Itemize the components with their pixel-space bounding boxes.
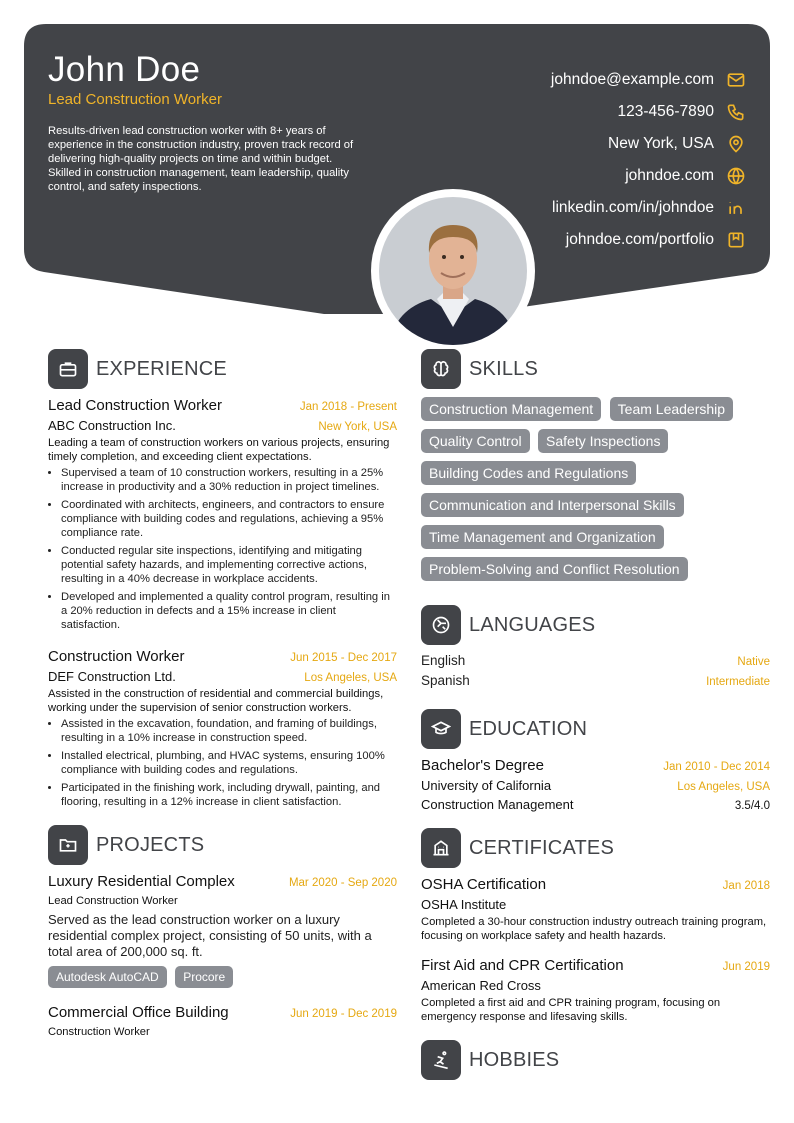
skills-list [421, 397, 751, 589]
job-company: ABC Construction Inc. [48, 418, 176, 433]
skills-heading: SKILLS [469, 357, 539, 380]
education-field: Construction Management [421, 797, 574, 812]
job-title: Lead Construction Worker [48, 397, 222, 414]
job-title: Construction Worker [48, 648, 185, 665]
certificates-heading: CERTIFICATES [469, 836, 615, 859]
education-section-header [421, 709, 770, 749]
left-column [48, 349, 397, 1039]
building-icon [421, 828, 461, 868]
language-level: Intermediate [706, 676, 770, 688]
language-name: Spanish [421, 673, 470, 688]
contact-phone[interactable] [406, 96, 746, 128]
project-date: Mar 2020 - Sep 2020 [288, 877, 397, 889]
skiing-icon [421, 1040, 461, 1080]
contact-linkedin-text[interactable]: linkedin.com/in/johndoe [552, 199, 714, 216]
certificate-description: Completed a first aid and CPR training program, focusing on emergency response and lifesaving skills. [421, 997, 721, 1023]
globe-icon [726, 166, 746, 186]
job-bullet: • Participated in the finishing work, including drywall, painting, and flooring, resulting in a 12% increase in client satisfaction. [61, 781, 397, 809]
skill-tag: Team Leadership [610, 397, 733, 421]
job-bullet: • Developed and implemented a quality control program, resulting in a 20% reduction in defects and a 15% increase in client satisfaction. [61, 590, 397, 632]
skills-section-header [421, 349, 770, 389]
skill-tag: Safety Inspections [538, 429, 668, 453]
education-date: Jan 2010 - Dec 2014 [663, 761, 770, 773]
brain-icon [421, 349, 461, 389]
job-location: New York, USA [318, 421, 397, 433]
project-description: Served as the lead construction worker on a luxury residential complex project, consisting of 50 units, with a total area of 200,000 sq. ft. [48, 912, 372, 959]
contact-phone-text[interactable]: 123-456-7890 [617, 103, 714, 120]
project-tags [48, 966, 397, 996]
project-role: Lead Construction Worker [48, 895, 178, 907]
hobbies-section-header [421, 1040, 770, 1080]
experience-heading: EXPERIENCE [96, 357, 227, 380]
bookmark-icon [726, 230, 746, 250]
contact-portfolio-text[interactable]: johndoe.com/portfolio [565, 231, 714, 248]
profile-summary: Results-driven lead construction worker with 8+ years of experience in the construction industry, proven track record of delivering high-quality projects on time and within budget. Skilled in construction management, team leadership, quality control, and safety inspections. [48, 125, 354, 193]
job-bullet: • Installed electrical, plumbing, and HVAC systems, ensuring 100% compliance with building codes and regulations. [61, 749, 397, 777]
candidate-name: John Doe [48, 50, 201, 89]
avatar [379, 197, 527, 345]
folder-icon [48, 825, 88, 865]
contact-email[interactable] [406, 64, 746, 96]
contact-website-text[interactable]: johndoe.com [625, 167, 714, 184]
profile-photo [371, 189, 535, 353]
job-description: Leading a team of construction workers on various projects, ensuring timely completion, and exceeding client expectations. [48, 437, 390, 463]
certificates-section-header [421, 828, 770, 868]
job-bullet: • Conducted regular site inspections, identifying and mitigating potential safety hazards, and implementing corrective actions, resulting in a 40% decrease in workplace accidents. [61, 544, 397, 586]
job-bullet: • Supervised a team of 10 construction workers, resulting in a 25% increase in productivity and a 30% reduction in project timelines. [61, 466, 397, 494]
certificate-description: Completed a 30-hour construction industry outreach training program, focusing on workplace safety and health hazards. [421, 916, 767, 942]
job-bullets [61, 466, 397, 632]
right-column [421, 349, 770, 1088]
skill-tag: Communication and Interpersonal Skills [421, 493, 684, 517]
contact-location [406, 128, 746, 160]
linkedin-icon [726, 198, 746, 218]
languages-section-header [421, 605, 770, 645]
education-heading: EDUCATION [469, 717, 588, 740]
project-tag: Procore [175, 966, 233, 988]
graduation-cap-icon [421, 709, 461, 749]
certificate-title: OSHA Certification [421, 876, 547, 893]
language-row [421, 673, 770, 693]
job-company: DEF Construction Ltd. [48, 669, 176, 684]
certificate-issuer: American Red Cross [421, 978, 541, 993]
briefcase-icon [48, 349, 88, 389]
language-level: Native [737, 656, 770, 668]
job-bullets [61, 717, 397, 809]
job-entry [48, 648, 397, 809]
job-bullet: • Assisted in the excavation, foundation, and framing of buildings, resulting in a 10% increase in construction speed. [61, 717, 397, 745]
education-degree: Bachelor's Degree [421, 757, 544, 774]
education-school: University of California [421, 778, 552, 793]
skill-tag: Quality Control [421, 429, 530, 453]
certificate-date: Jan 2018 [722, 880, 770, 892]
hobbies-heading: HOBBIES [469, 1048, 560, 1071]
skill-tag: Time Management and Organization [421, 525, 664, 549]
job-bullet: • Coordinated with architects, engineers, and contractors to ensure compliance with building codes and regulations, achieving a 95% compliance rate. [61, 498, 397, 540]
experience-section-header [48, 349, 397, 389]
mail-icon [726, 70, 746, 90]
language-row [421, 653, 770, 673]
education-gpa: 3.5/4.0 [734, 800, 770, 812]
certificate-date: Jun 2019 [722, 961, 770, 973]
certificate-entry [421, 876, 770, 943]
education-entry [421, 757, 770, 812]
projects-heading: PROJECTS [96, 833, 205, 856]
job-location: Los Angeles, USA [304, 672, 397, 684]
project-entry [48, 873, 397, 996]
language-icon [421, 605, 461, 645]
education-location: Los Angeles, USA [677, 781, 770, 793]
languages-heading: LANGUAGES [469, 613, 596, 636]
project-title: Commercial Office Building [48, 1004, 229, 1021]
job-entry [48, 397, 397, 632]
project-date: Jun 2019 - Dec 2019 [290, 1008, 397, 1020]
project-title: Luxury Residential Complex [48, 873, 235, 890]
certificate-issuer: OSHA Institute [421, 897, 507, 912]
contact-email-text[interactable]: johndoe@example.com [550, 71, 714, 88]
projects-section-header [48, 825, 397, 865]
certificate-title: First Aid and CPR Certification [421, 957, 624, 974]
language-name: English [421, 653, 466, 668]
candidate-title: Lead Construction Worker [48, 91, 222, 108]
project-entry [48, 1004, 397, 1039]
job-description: Assisted in the construction of residential and commercial buildings, working under the supervision of senior construction workers. [48, 688, 384, 714]
job-date: Jan 2018 - Present [299, 401, 397, 413]
project-tag: Autodesk AutoCAD [48, 966, 167, 988]
skill-tag: Problem-Solving and Conflict Resolution [421, 557, 688, 581]
skill-tag: Building Codes and Regulations [421, 461, 636, 485]
skill-tag: Construction Management [421, 397, 601, 421]
contact-location-text: New York, USA [608, 135, 714, 152]
contact-website[interactable] [406, 160, 746, 192]
project-role: Construction Worker [48, 1026, 150, 1038]
location-pin-icon [726, 134, 746, 154]
phone-icon [726, 102, 746, 122]
job-date: Jun 2015 - Dec 2017 [290, 652, 397, 664]
certificate-entry [421, 957, 770, 1024]
